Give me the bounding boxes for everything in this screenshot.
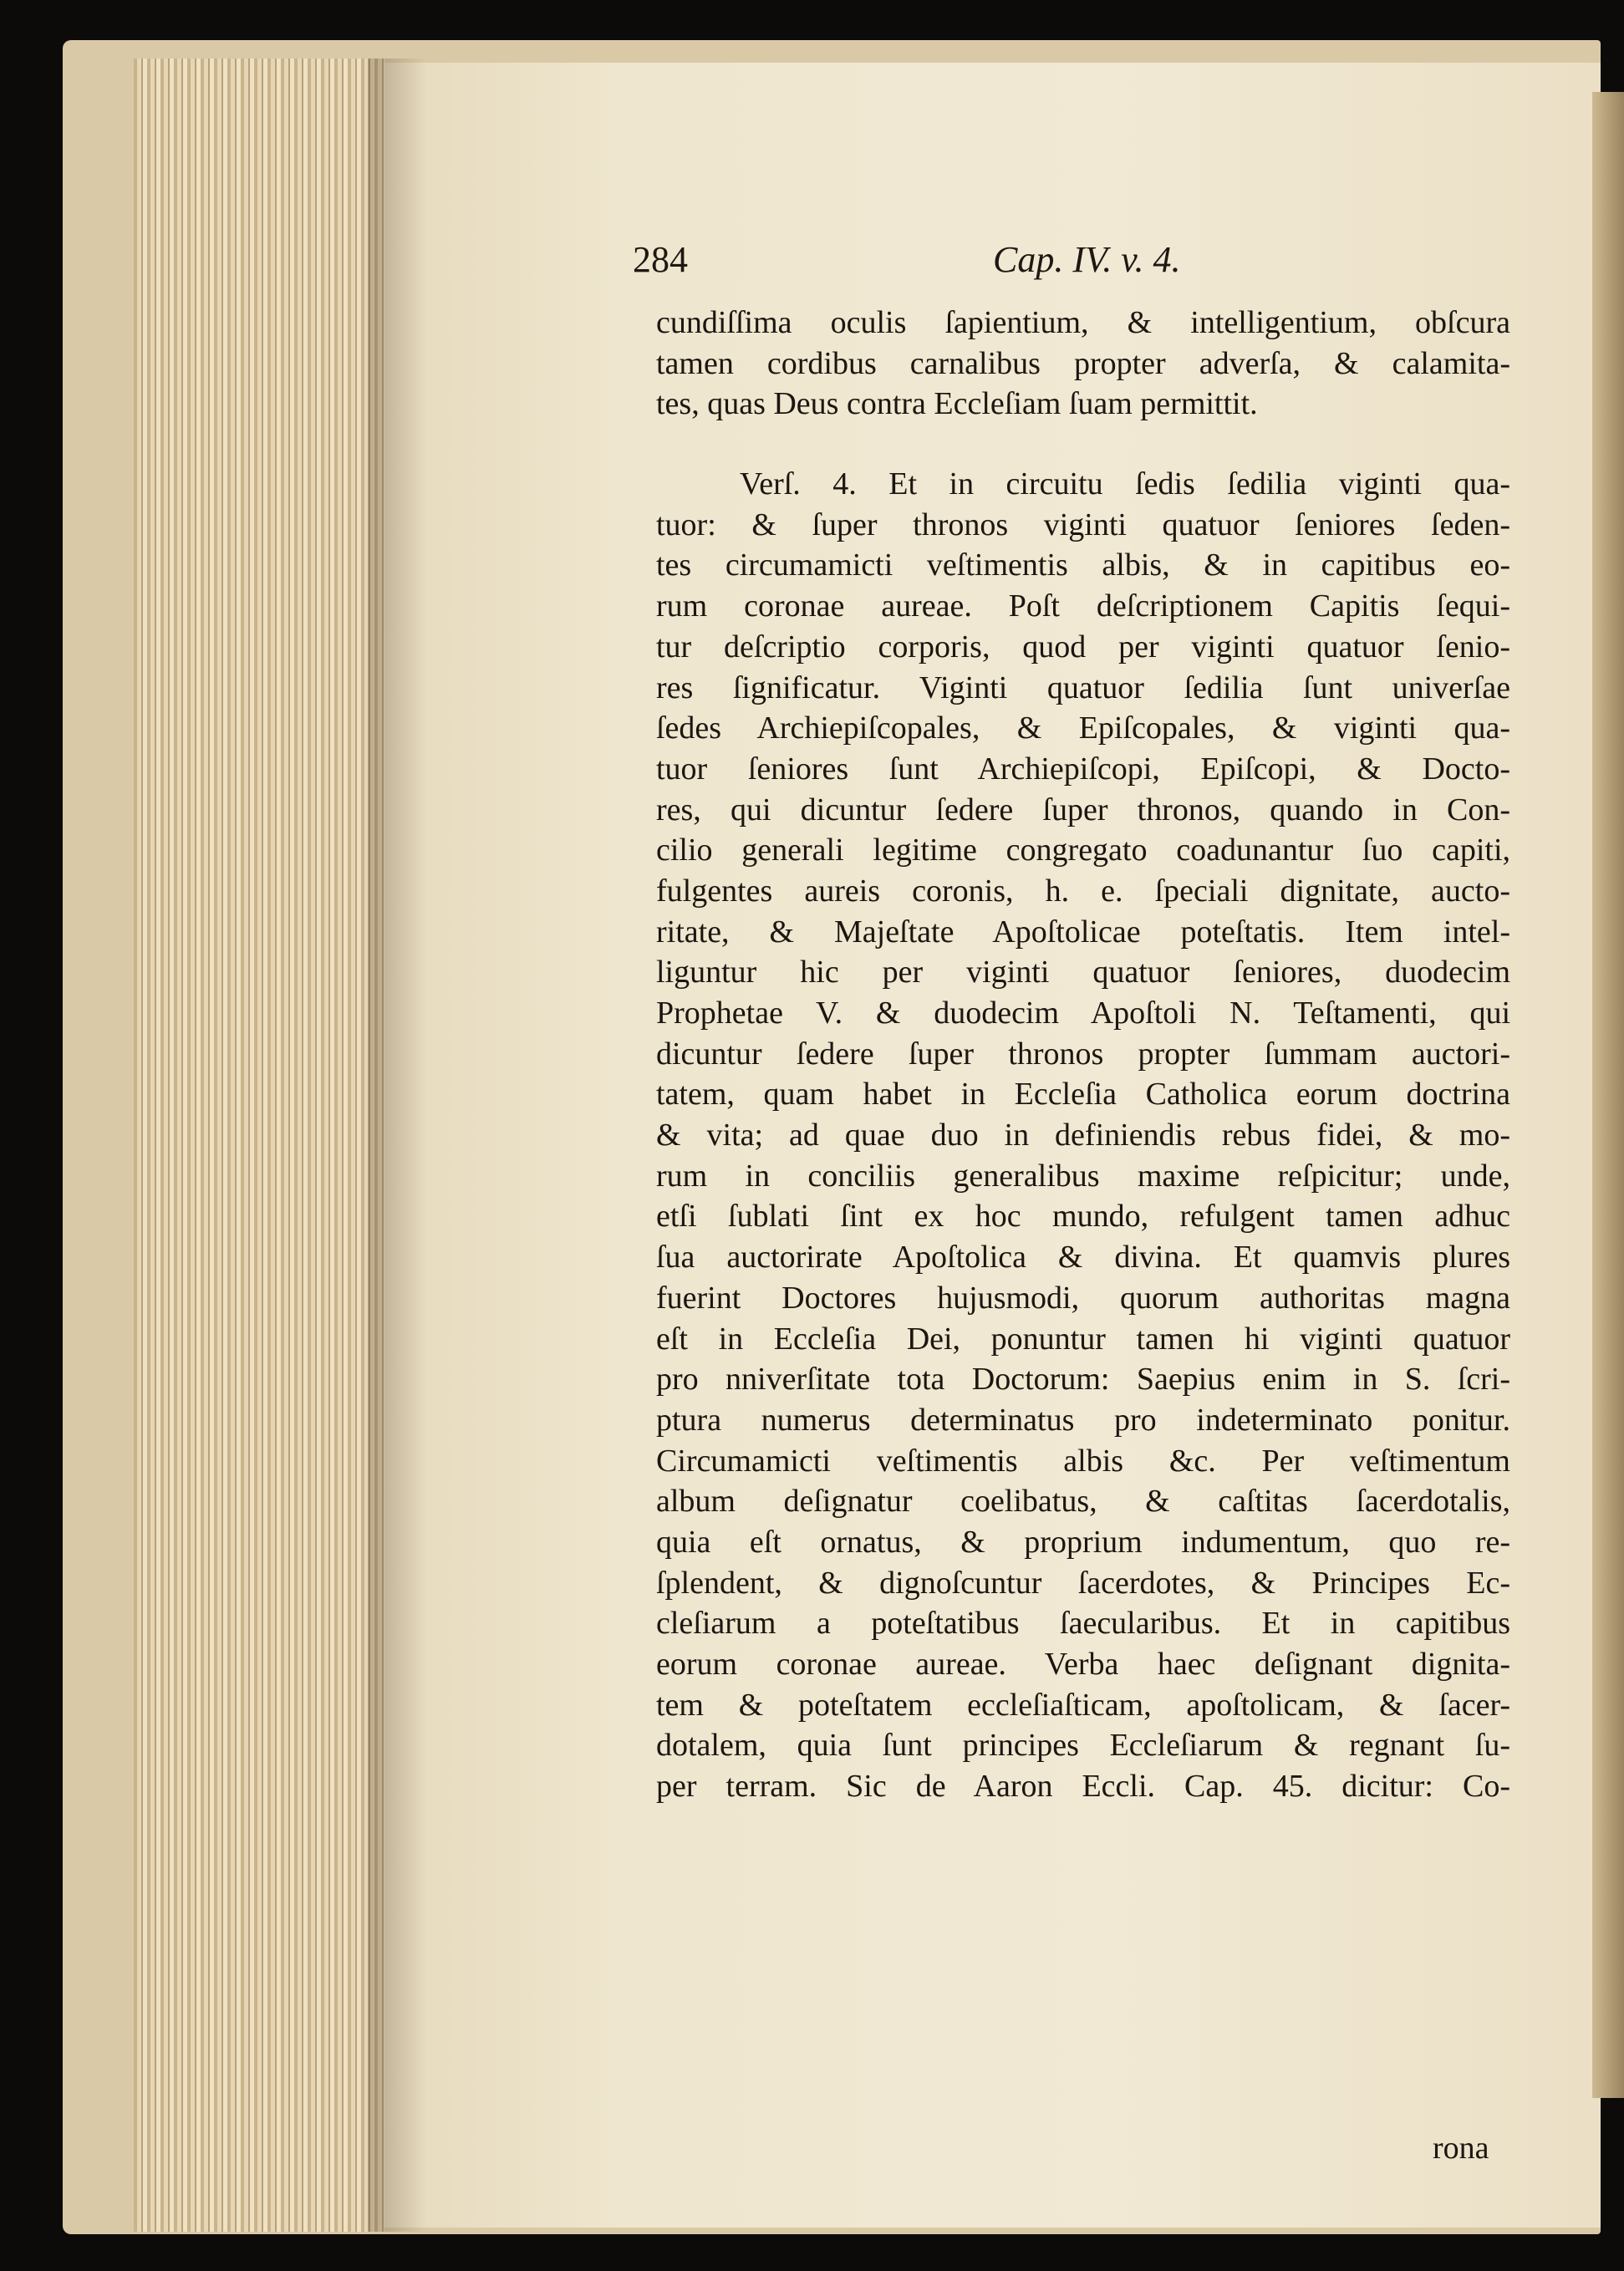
text-line: res, qui dicuntur ſedere ſuper thronos, quando in Con-: [656, 792, 1510, 827]
text-line: rum in conciliis generalibus maxime reſpicitur; unde,: [656, 1158, 1510, 1194]
page-header: [0, 238, 1624, 297]
text-line: Prophetae V. & duodecim Apoſtoli N. Teſtamenti, qui: [656, 995, 1510, 1031]
text-line: fulgentes aureis coronis, h. e. ſpeciali dignitate, aucto-: [656, 873, 1510, 909]
text-line: album deſignatur coelibatus, & caſtitas ſacerdotalis,: [656, 1484, 1510, 1520]
text-line: tur deſcriptio corporis, quod per viginti quatuor ſenio-: [656, 629, 1510, 664]
text-line: quia eſt ornatus, & proprium indumentum, quo re-: [656, 1524, 1510, 1560]
paragraph-gap: [656, 425, 1510, 464]
text-line: eſt in Eccleſia Dei, ponuntur tamen hi viginti quatuor: [656, 1321, 1510, 1357]
text-line: cleſiarum a poteſtatibus ſaecularibus. Et in capitibus: [656, 1606, 1510, 1642]
text-line: pro nniverſitate tota Doctorum: Saepius enim in S. ſcri-: [656, 1362, 1510, 1398]
text-line: ritate, & Majeſtate Apoſtolicae poteſtatis. Item intel-: [656, 914, 1510, 950]
text-line: fuerint Doctores hujusmodi, quorum authoritas magna: [656, 1280, 1510, 1316]
text-line: rum coronae aureae. Poſt deſcriptionem Capitis ſequi-: [656, 588, 1510, 624]
catchword: rona: [1433, 2131, 1489, 2166]
text-line: Verſ. 4. Et in circuitu ſedis ſedilia viginti qua-: [740, 466, 1510, 502]
page-gutter-shadow: [368, 59, 426, 2232]
text-line: per terram. Sic de Aaron Eccli. Cap. 45. dicitur: Co-: [656, 1769, 1510, 1805]
next-page-edge: [1592, 92, 1624, 2098]
text-line: ptura numerus determinatus pro indeterminato ponitur.: [656, 1402, 1510, 1438]
text-line: tuor ſeniores ſunt Archiepiſcopi, Epiſcopi, & Docto-: [656, 751, 1510, 787]
text-line: dotalem, quia ſunt principes Eccleſiarum & regnant ſu-: [656, 1728, 1510, 1764]
text-line: tem & poteſtatem eccleſiaſticam, apoſtolicam, & ſacer-: [656, 1687, 1510, 1723]
text-line: ſua auctorirate Apoſtolica & divina. Et quamvis plures: [656, 1240, 1510, 1276]
text-line: tamen cordibus carnalibus propter adverſa, & calamita-: [656, 345, 1510, 381]
text-line: tes, quas Deus contra Eccleſiam ſuam permittit.: [656, 386, 1258, 422]
text-line: dicuntur ſedere ſuper thronos propter ſummam auctori-: [656, 1036, 1510, 1072]
text-line: & vita; ad quae duo in definiendis rebus fidei, & mo-: [656, 1118, 1510, 1153]
text-line: res ſignificatur. Viginti quatuor ſedilia ſunt univerſae: [656, 670, 1510, 705]
page-edges: [134, 59, 384, 2232]
text-line: tes circumamicti veſtimentis albis, & in capitibus eo-: [656, 547, 1510, 583]
text-line: Circumamicti veſtimentis albis &c. Per veſtimentum: [656, 1443, 1510, 1479]
text-line: tatem, quam habet in Eccleſia Catholica eorum doctrina: [656, 1077, 1510, 1113]
text-line: cundiſſima oculis ſapientium, & intelligentium, obſcura: [656, 305, 1510, 340]
text-line: cilio generali legitime congregato coadunantur ſuo capiti,: [656, 833, 1510, 868]
text-line: eorum coronae aureae. Verba haec deſignant dignita-: [656, 1647, 1510, 1682]
text-line: tuor: & ſuper thronos viginti quatuor ſeniores ſeden-: [656, 507, 1510, 542]
text-line: ſplendent, & dignoſcuntur ſacerdotes, & Principes Ec-: [656, 1565, 1510, 1601]
page-number: 284: [633, 239, 688, 280]
body-text: [656, 303, 1510, 1807]
text-line: etſi ſublati ſint ex hoc mundo, refulgent tamen adhuc: [656, 1199, 1510, 1235]
text-line: ſedes Archiepiſcopales, & Epiſcopales, & viginti qua-: [656, 710, 1510, 746]
text-line: liguntur hic per viginti quatuor ſeniores, duodecim: [656, 955, 1510, 990]
running-head: Cap. IV. v. 4.: [993, 239, 1181, 280]
